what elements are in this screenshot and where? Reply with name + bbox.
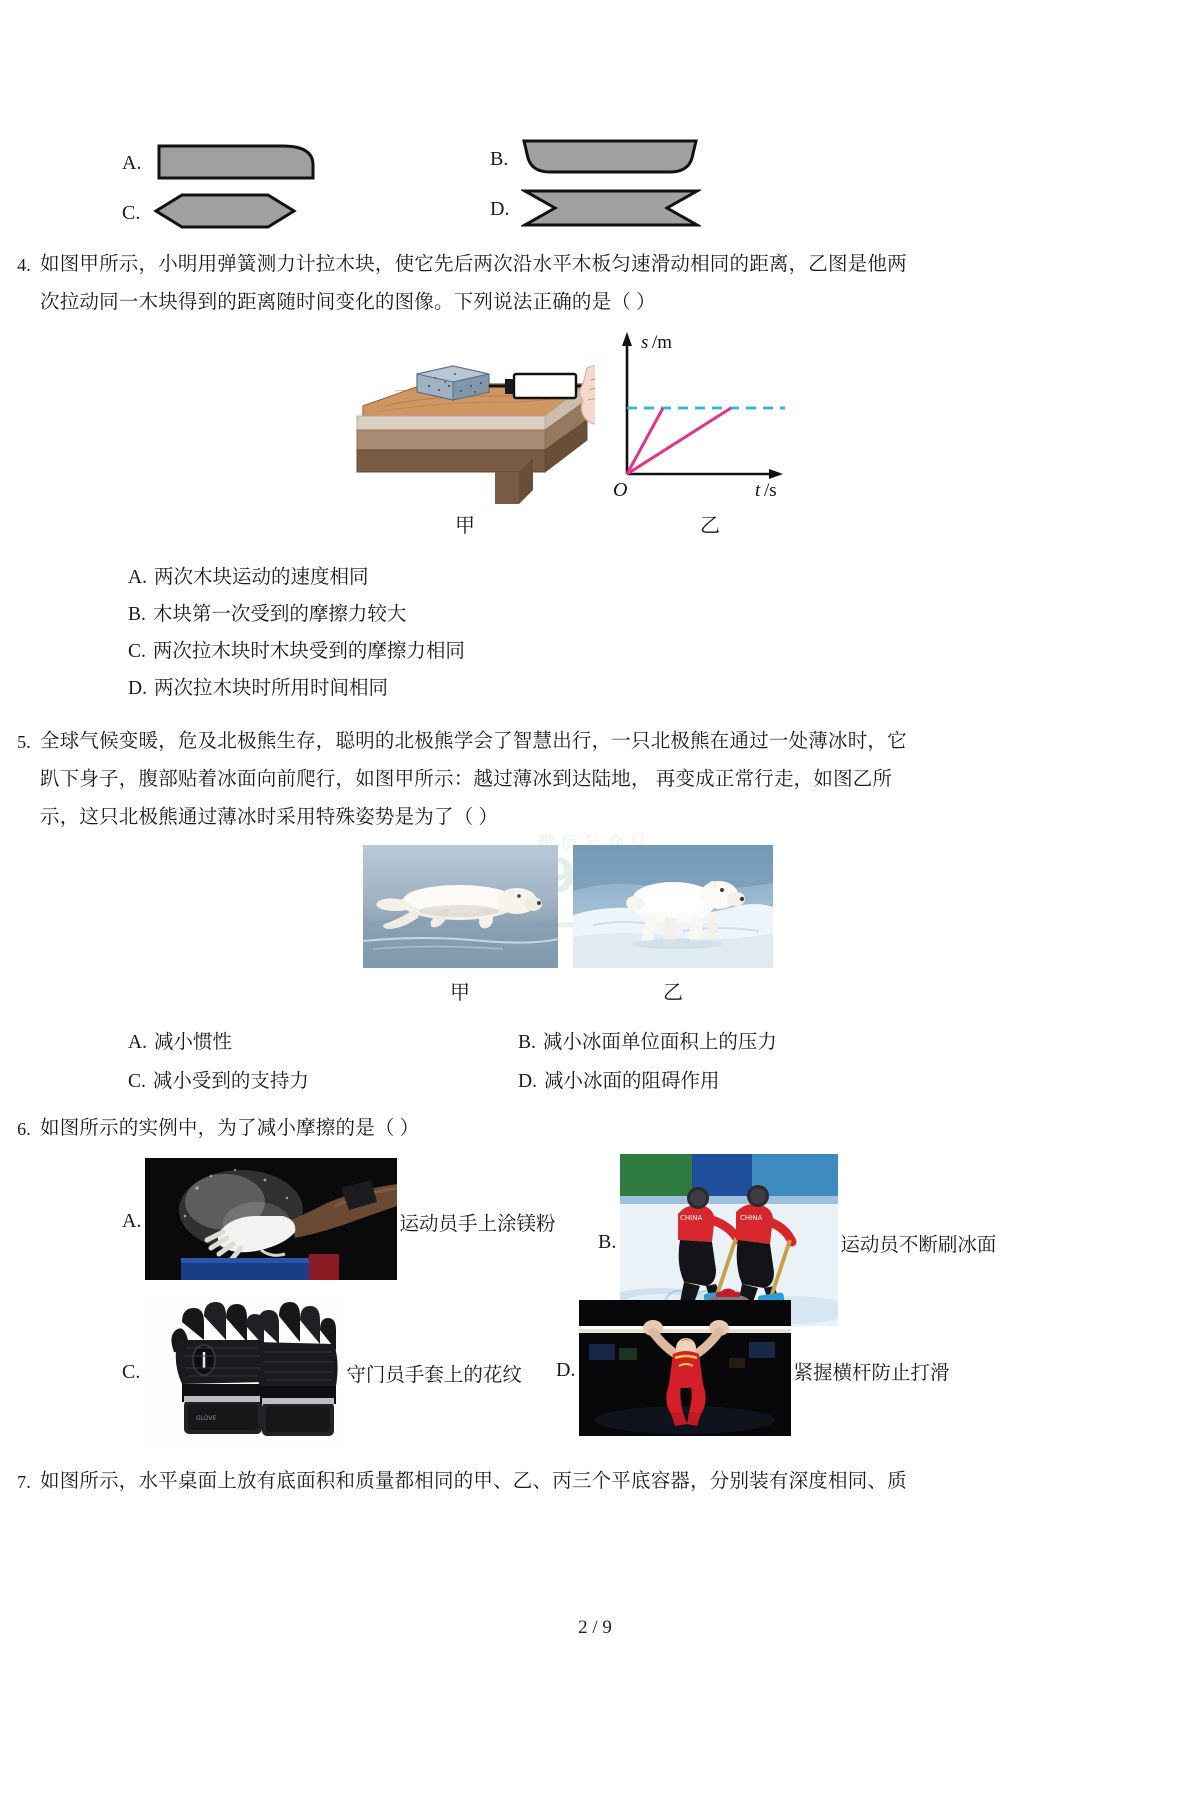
q5-caption-jia: 甲 bbox=[450, 982, 470, 1004]
q5-option-list bbox=[128, 1024, 1190, 1102]
q4-text-line-1: 如图甲所示，小明用弹簧测力计拉木块，使它先后两次沿水平木板匀速滑动相同的距离，乙图是他两 bbox=[40, 254, 907, 275]
q5-photos bbox=[0, 845, 1190, 980]
q3-option-c[interactable] bbox=[122, 190, 332, 236]
experiment-apparatus-illustration bbox=[355, 344, 595, 509]
q6-option-d-caption: 紧握横杆防止打滑 bbox=[793, 1362, 950, 1384]
q5-text-line-3: 示，这只北极熊通过薄冰时采用特殊姿势是为了（ ） bbox=[40, 807, 499, 828]
photo-polar-bear-crawling bbox=[363, 845, 558, 968]
q5-option-d-label: D. bbox=[518, 1071, 537, 1092]
q6-option-c[interactable] bbox=[122, 1296, 522, 1449]
q4-option-c-text: 两次拉木块时木块受到的摩擦力相同 bbox=[152, 641, 465, 662]
q4-text-line-2: 次拉动同一木块得到的距离随时间变化的图像。下列说法正确的是（ ） bbox=[40, 292, 656, 313]
svg-text:CHINA: CHINA bbox=[740, 1214, 763, 1222]
q6-option-b-label: B. bbox=[598, 1231, 617, 1253]
q5-option-c-label: C. bbox=[128, 1071, 146, 1092]
q6-option-grid bbox=[0, 1148, 1190, 1453]
q5-option-a[interactable] bbox=[128, 1024, 232, 1061]
q3-option-d[interactable] bbox=[490, 186, 701, 232]
shape-trapezoid-rounded-right-icon bbox=[153, 140, 333, 186]
q3-option-d-label: D. bbox=[490, 197, 510, 220]
q3-option-a[interactable] bbox=[122, 140, 333, 186]
q5-option-c-text: 减小受到的支持力 bbox=[152, 1071, 309, 1092]
q7-number: 7. bbox=[17, 1472, 31, 1492]
shape-hexagon-pointed-icon bbox=[152, 190, 332, 236]
svg-text:GLOVE: GLOVE bbox=[196, 1415, 217, 1422]
photo-gymnast-horizontal-bar bbox=[579, 1300, 791, 1441]
page-number: 2 / 9 bbox=[578, 1617, 612, 1638]
q3-option-b[interactable] bbox=[490, 136, 700, 182]
q6-option-a-caption: 运动员手上涂镁粉 bbox=[399, 1213, 556, 1235]
q5-option-d-text: 减小冰面的阻碍作用 bbox=[543, 1071, 720, 1092]
photo-goalkeeper-gloves bbox=[144, 1296, 344, 1449]
question-3-options bbox=[0, 128, 1190, 240]
q6-number: 6. bbox=[17, 1119, 31, 1139]
q5-option-b-text: 减小冰面单位面积上的压力 bbox=[542, 1032, 777, 1053]
q6-option-c-label: C. bbox=[122, 1361, 141, 1383]
q6-option-a[interactable] bbox=[122, 1158, 555, 1285]
q5-option-a-label: A. bbox=[128, 1032, 147, 1053]
q5-number: 5. bbox=[17, 732, 31, 752]
q6-option-b-caption: 运动员不断刷冰面 bbox=[840, 1234, 997, 1256]
q5-option-b[interactable] bbox=[518, 1024, 777, 1061]
q4-option-list bbox=[128, 559, 1190, 707]
q4-option-d[interactable] bbox=[128, 670, 1190, 707]
photo-gymnast-chalk bbox=[145, 1158, 397, 1285]
q4-option-d-label: D. bbox=[128, 678, 147, 699]
q7-text: 如图所示，水平桌面上放有底面积和质量都相同的甲、乙、丙三个平底容器，分别装有深度相同、质 bbox=[40, 1471, 907, 1492]
q5-text-line-2: 趴下身子，腹部贴着冰面向前爬行，如图甲所示：越过薄冰到达陆地， 再变成正常行走，如图乙所 bbox=[40, 769, 893, 790]
watermark-brand: 微信公众号 bbox=[537, 833, 653, 853]
svg-text:s: s bbox=[641, 332, 649, 353]
svg-text:CHINA: CHINA bbox=[680, 1214, 703, 1222]
q4-option-b-label: B. bbox=[128, 604, 146, 625]
q5-option-b-label: B. bbox=[518, 1032, 536, 1053]
shape-bowtie-notched-icon bbox=[521, 186, 701, 232]
svg-text:t: t bbox=[755, 480, 761, 499]
question-7 bbox=[0, 1463, 1190, 1501]
q6-option-d-label: D. bbox=[556, 1359, 576, 1381]
q4-option-a-label: A. bbox=[128, 567, 147, 588]
question-5 bbox=[0, 723, 1190, 837]
q5-text-line-1: 全球气候变暖，危及北极熊生存，聪明的北极熊学会了智慧出行，一只北极熊在通过一处薄冰时，它 bbox=[40, 731, 907, 752]
q3-option-c-label: C. bbox=[122, 201, 141, 224]
q4-figure-captions bbox=[0, 509, 1190, 543]
q4-option-b[interactable] bbox=[128, 596, 1190, 633]
distance-time-graph bbox=[605, 324, 795, 504]
q5-option-c[interactable] bbox=[128, 1063, 309, 1100]
q6-option-d[interactable] bbox=[556, 1300, 949, 1441]
q4-caption-yi: 乙 bbox=[700, 515, 720, 537]
q5-option-a-text: 减小惯性 bbox=[153, 1032, 232, 1053]
q4-option-d-text: 两次拉木块时所用时间相同 bbox=[153, 678, 388, 699]
svg-text:/s: /s bbox=[764, 480, 777, 499]
photo-polar-bear-walking bbox=[573, 845, 773, 968]
q4-number: 4. bbox=[17, 255, 31, 275]
svg-text:/m: /m bbox=[652, 332, 673, 353]
q6-option-a-label: A. bbox=[122, 1210, 142, 1232]
q3-option-a-label: A. bbox=[122, 151, 142, 174]
q5-figure-captions bbox=[0, 976, 1190, 1010]
q5-caption-yi: 乙 bbox=[663, 982, 683, 1004]
q4-option-b-text: 木块第一次受到的摩擦力较大 bbox=[152, 604, 407, 625]
q4-caption-jia: 甲 bbox=[455, 515, 475, 537]
q4-option-a-text: 两次木块运动的速度相同 bbox=[153, 567, 369, 588]
q6-option-c-caption: 守门员手套上的花纹 bbox=[346, 1364, 522, 1386]
svg-text:O: O bbox=[613, 479, 628, 499]
question-6 bbox=[0, 1110, 1190, 1148]
question-4 bbox=[0, 246, 1190, 322]
q4-option-c-label: C. bbox=[128, 641, 146, 662]
q6-text: 如图所示的实例中，为了减小摩擦的是（ ） bbox=[40, 1118, 420, 1139]
q4-option-c[interactable] bbox=[128, 633, 1190, 670]
q4-figure bbox=[0, 322, 1190, 527]
q4-option-a[interactable] bbox=[128, 559, 1190, 596]
q3-option-b-label: B. bbox=[490, 147, 509, 170]
q5-option-d[interactable] bbox=[518, 1063, 719, 1100]
shape-boat-rounded-bottom-icon bbox=[520, 136, 700, 182]
